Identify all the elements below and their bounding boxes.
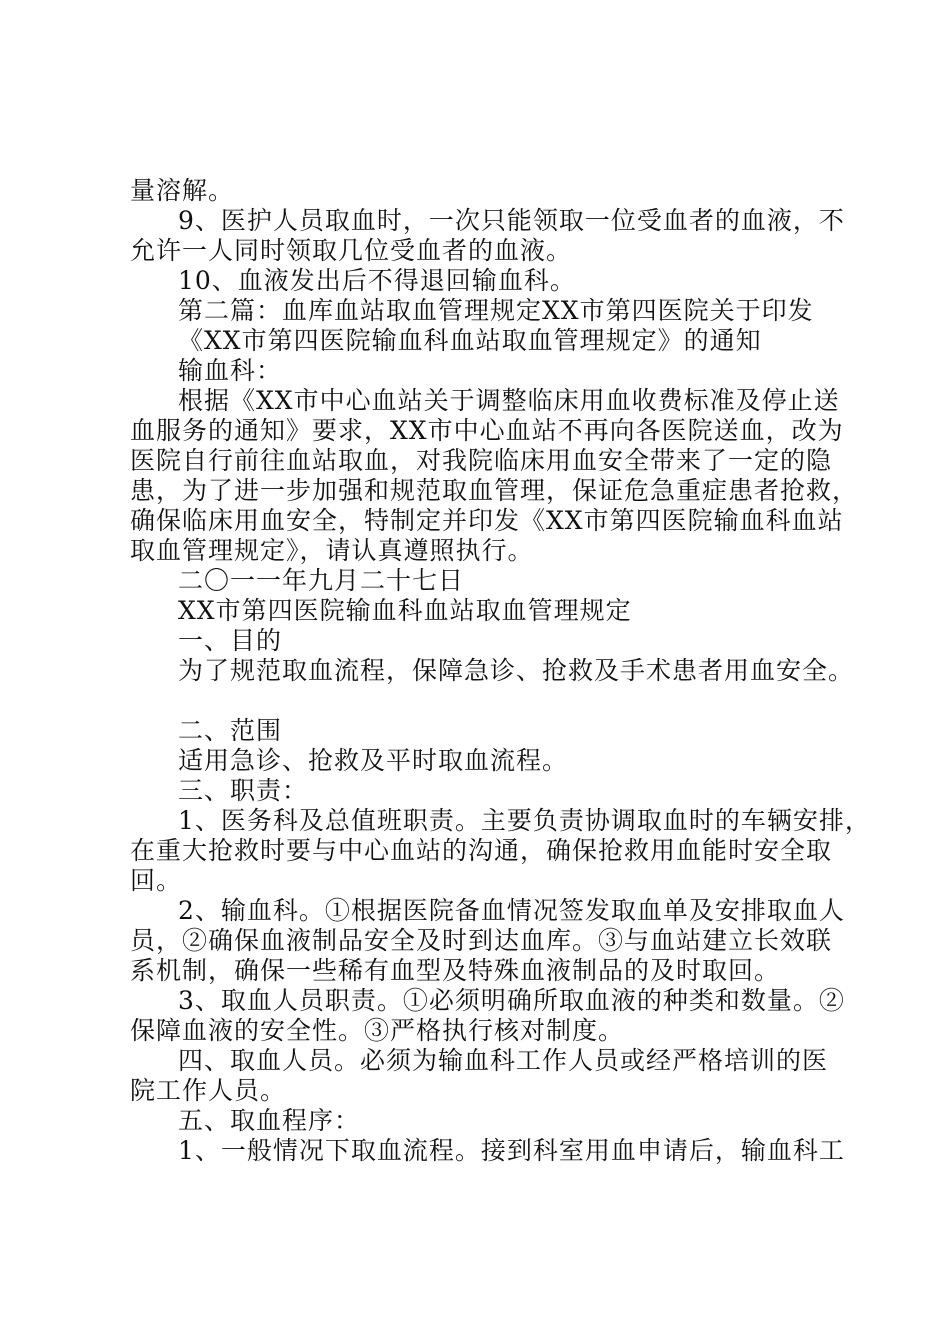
text-line: 确保临床用血安全，特制定并印发《XX市第四医院输血科血站 [130,506,844,535]
section-heading: 三、职责： [178,776,309,805]
section-heading: 一、目的 [178,626,283,655]
text-line: 量溶解。 [130,176,235,205]
text-line: 四、取血人员。必须为输血科工作人员或经严格培训的医 [178,1046,829,1075]
section-heading: 第二篇：血库血站取血管理规定XX市第四医院关于印发 [178,296,814,325]
text-line: 适用急诊、抢救及平时取血流程。 [178,746,569,775]
text-line: 允许一人同时领取几位受血者的血液。 [130,236,573,265]
section-heading: 二、范围 [178,716,283,745]
text-line: 根据《XX市中心血站关于调整临床用血收费标准及停止送 [178,386,840,415]
text-line: 患，为了进一步加强和规范取血管理，保证危急重症患者抢救， [130,476,859,505]
text-line: 在重大抢救时要与中心血站的沟通，确保抢救用血能时安全取 [130,836,833,865]
document-body [130,176,871,1166]
document-title: XX市第四医院输血科血站取血管理规定 [178,596,632,625]
text-line: 员，②确保血液制品安全及时到达血库。③与血站建立长效联 [130,926,833,955]
text-line: 2、输血科。①根据医院备血情况签发取血单及安排取血人 [178,896,845,925]
text-line: 《XX市第四医院输血科血站取血管理规定》的通知 [178,326,762,355]
text-line: 3、取血人员职责。①必须明确所取血液的种类和数量。② [178,986,845,1015]
text-line: 医院自行前往血站取血，对我院临床用血安全带来了一定的隐 [130,446,833,475]
date-line: 二〇一一年九月二十七日 [178,566,465,595]
text-line: 9、医护人员取血时，一次只能领取一位受血者的血液，不 [178,206,845,235]
text-line: 保障血液的安全性。③严格执行核对制度。 [130,1016,625,1045]
text-line: 10、血液发出后不得退回输血科。 [178,266,576,295]
text-line: 取血管理规定》，请认真遵照执行。 [130,536,534,565]
section-heading: 五、取血程序： [178,1106,361,1135]
text-line: 回。 [130,866,183,895]
text-line: 院工作人员。 [130,1076,287,1105]
text-line: 1、一般情况下取血流程。接到科室用血申请后，输血科工 [178,1136,845,1165]
text-line: 1、医务科及总值班职责。主要负责协调取血时的车辆安排， [178,806,871,835]
text-line: 为了规范取血流程，保障急诊、抢救及手术患者用血安全。 [178,656,855,685]
text-line: 系机制，确保一些稀有血型及特殊血液制品的及时取回。 [130,956,781,985]
text-line: 输血科： [178,356,283,385]
text-line: 血服务的通知》要求，XX市中心血站不再向各医院送血，改为 [130,416,844,445]
